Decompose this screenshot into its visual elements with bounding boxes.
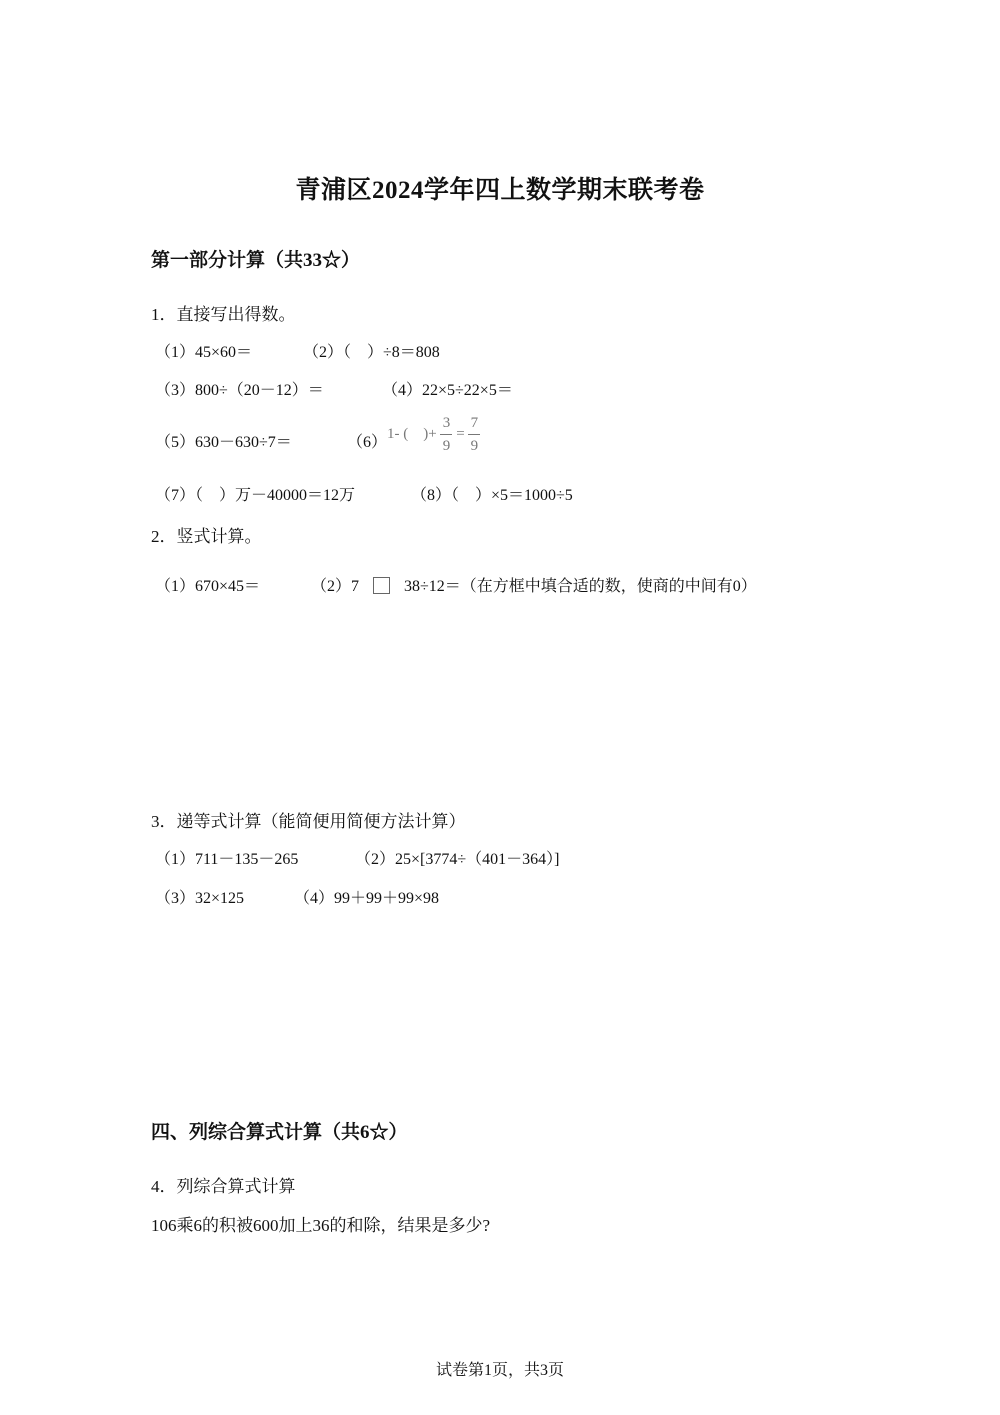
part1-heading: 第一部分计算（共33☆）: [151, 250, 361, 271]
q2-item-2: [311, 573, 757, 598]
q1-item-3: （3）800÷（20－12）＝: [155, 382, 324, 399]
fraction-7-9: [468, 414, 480, 455]
q3-item-2: （2）25×[3774÷（401－364）]: [355, 851, 560, 868]
fraction-3-9: [440, 414, 452, 455]
q2-item-2-prefix: （2）7: [311, 578, 360, 595]
q1-item-4: （4）22×5÷22×5＝: [382, 382, 513, 399]
q2-stem: 2．竖式计算。: [151, 527, 262, 546]
fraction-denominator: 9: [442, 438, 451, 454]
fraction-formula: [387, 414, 480, 455]
page-footer: 试卷第1页，共3页: [435, 1362, 564, 1379]
formula-prefix: 1- ( )+: [387, 425, 437, 442]
fraction-numerator: 7: [470, 415, 479, 431]
fraction-numerator: 3: [442, 415, 451, 431]
q2-item-1: （1）670×45＝: [155, 578, 261, 595]
q1-item-1: （1）45×60＝: [155, 344, 253, 361]
q2-item-2-suffix: 38÷12＝（在方框中填合适的数，使商的中间有0）: [404, 578, 757, 595]
fraction-denominator: 9: [470, 438, 479, 454]
page-title: 青浦区2024学年四上数学期末联考卷: [295, 177, 705, 204]
q4-text: 106乘6的积被600加上36的和除，结果是多少?: [151, 1216, 491, 1235]
q1-item-7: （7）（ ）万－40000＝12万: [155, 487, 356, 504]
q1-stem: 1．直接写出得数。: [151, 305, 296, 324]
q4-stem: 4．列综合算式计算: [151, 1177, 296, 1196]
q3-item-1: （1）711－135－265: [155, 851, 299, 868]
q1-item-8: （8）（ ）×5＝1000÷5: [411, 487, 573, 504]
q1-item-6: （6）: [347, 434, 388, 451]
q3-item-4: （4）99＋99＋99×98: [294, 890, 440, 907]
part4-heading: 四、列综合算式计算（共6☆）: [151, 1122, 408, 1143]
formula-equals: =: [456, 425, 465, 442]
q1-item-2: （2）（ ）÷8＝808: [303, 344, 440, 361]
q1-item-5: （5）630－630÷7＝: [155, 434, 292, 451]
q3-item-3: （3）32×125: [155, 890, 245, 907]
q3-stem: 3．递等式计算（能简便用简便方法计算）: [151, 812, 466, 831]
answer-box[interactable]: [373, 577, 390, 594]
